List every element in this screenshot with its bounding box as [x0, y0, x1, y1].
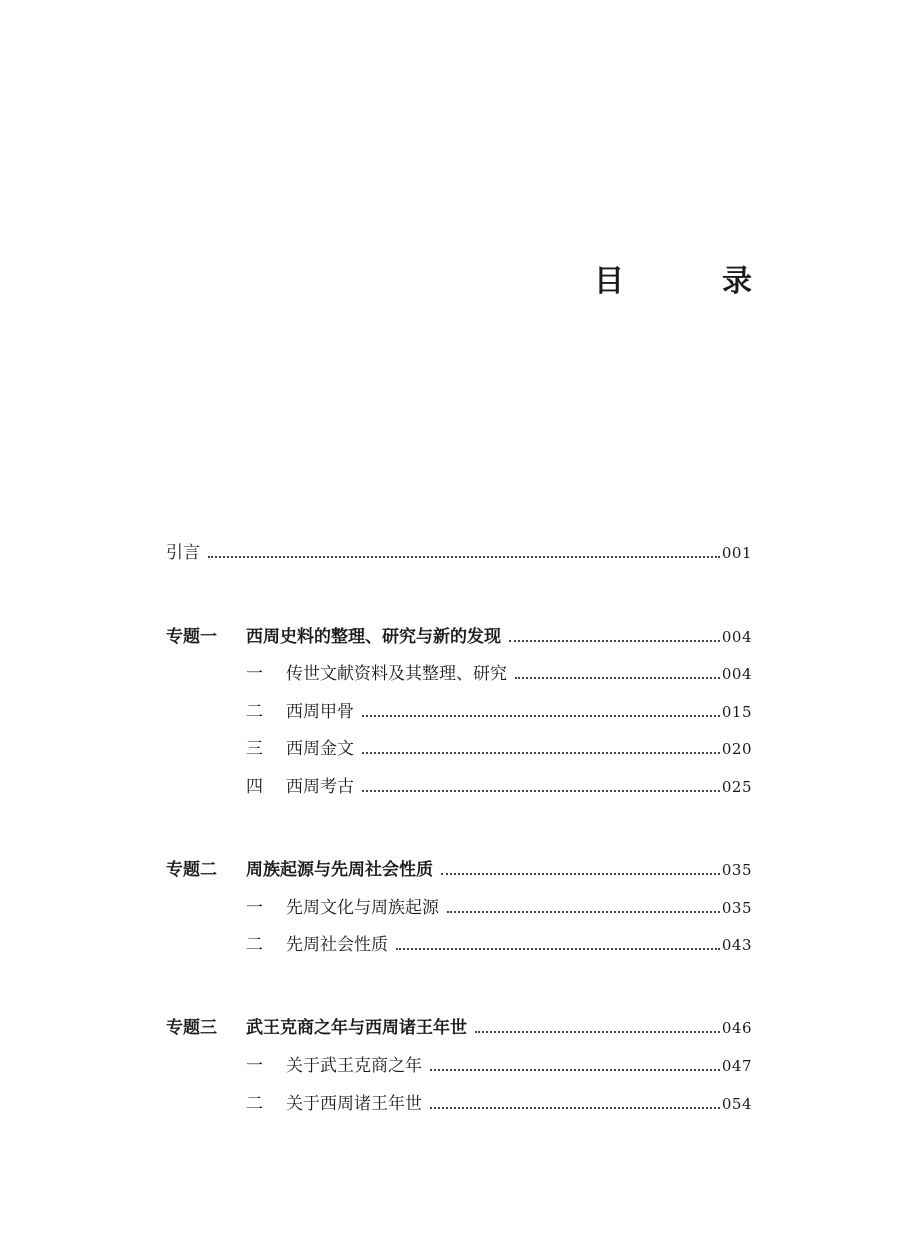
section-number: 四: [246, 777, 263, 797]
dot-leader: [208, 556, 720, 558]
toc-entry-intro[interactable]: [166, 541, 752, 565]
entry-text: 武王克商之年与西周诸王年世: [246, 1018, 467, 1038]
entry-text: 先周文化与周族起源: [286, 898, 439, 918]
page-number: 047: [721, 1057, 752, 1075]
dot-leader: [447, 911, 720, 913]
page-number: 001: [721, 544, 752, 562]
dot-leader: [430, 1069, 720, 1071]
page-title: 目 录: [594, 264, 786, 299]
page-number: 015: [721, 703, 752, 721]
chapter-number: 专题三: [166, 1018, 217, 1038]
dot-leader: [441, 873, 720, 875]
dot-leader: [430, 1107, 720, 1109]
page-number: 054: [721, 1095, 752, 1113]
section-number: 一: [246, 664, 263, 684]
entry-text: 周族起源与先周社会性质: [246, 860, 433, 880]
dot-leader: [362, 790, 720, 792]
toc-entry-section[interactable]: [246, 896, 752, 920]
section-number: 二: [246, 935, 263, 955]
section-number: 一: [246, 1056, 263, 1076]
section-number: 三: [246, 739, 263, 759]
dot-leader: [362, 752, 720, 754]
dot-leader: [515, 677, 720, 679]
toc-entry-section[interactable]: [246, 1054, 752, 1078]
entry-text: 西周甲骨: [286, 702, 354, 722]
toc-entry-chapter-1[interactable]: [166, 625, 752, 649]
toc-entry-section[interactable]: [246, 775, 752, 799]
entry-text: 引言: [166, 543, 200, 563]
chapter-number: 专题一: [166, 627, 217, 647]
toc-entry-section[interactable]: [246, 1092, 752, 1116]
entry-text: 西周金文: [286, 739, 354, 759]
page-number: 035: [721, 899, 752, 917]
entry-text: 西周史料的整理、研究与新的发现: [246, 627, 501, 647]
page-number: 025: [721, 778, 752, 796]
toc-entry-chapter-2[interactable]: [166, 858, 752, 882]
toc-entry-section[interactable]: [246, 933, 752, 957]
entry-text: 传世文献资料及其整理、研究: [286, 664, 507, 684]
page-number: 043: [721, 936, 752, 954]
chapter-number: 专题二: [166, 860, 217, 880]
section-number: 二: [246, 1094, 263, 1114]
dot-leader: [396, 948, 720, 950]
dot-leader: [475, 1031, 720, 1033]
toc-entry-section[interactable]: [246, 700, 752, 724]
entry-text: 先周社会性质: [286, 935, 388, 955]
page-number: 020: [721, 740, 752, 758]
toc-entry-section[interactable]: [246, 737, 752, 761]
dot-leader: [509, 640, 720, 642]
page-number: 004: [721, 628, 752, 646]
entry-text: 西周考古: [286, 777, 354, 797]
dot-leader: [362, 715, 720, 717]
section-number: 二: [246, 702, 263, 722]
page-number: 004: [721, 665, 752, 683]
toc-entry-section[interactable]: [246, 662, 752, 686]
page-number: 046: [721, 1019, 752, 1037]
entry-text: 关于西周诸王年世: [286, 1094, 422, 1114]
entry-text: 关于武王克商之年: [286, 1056, 422, 1076]
page-number: 035: [721, 861, 752, 879]
section-number: 一: [246, 898, 263, 918]
toc-entry-chapter-3[interactable]: [166, 1016, 752, 1040]
